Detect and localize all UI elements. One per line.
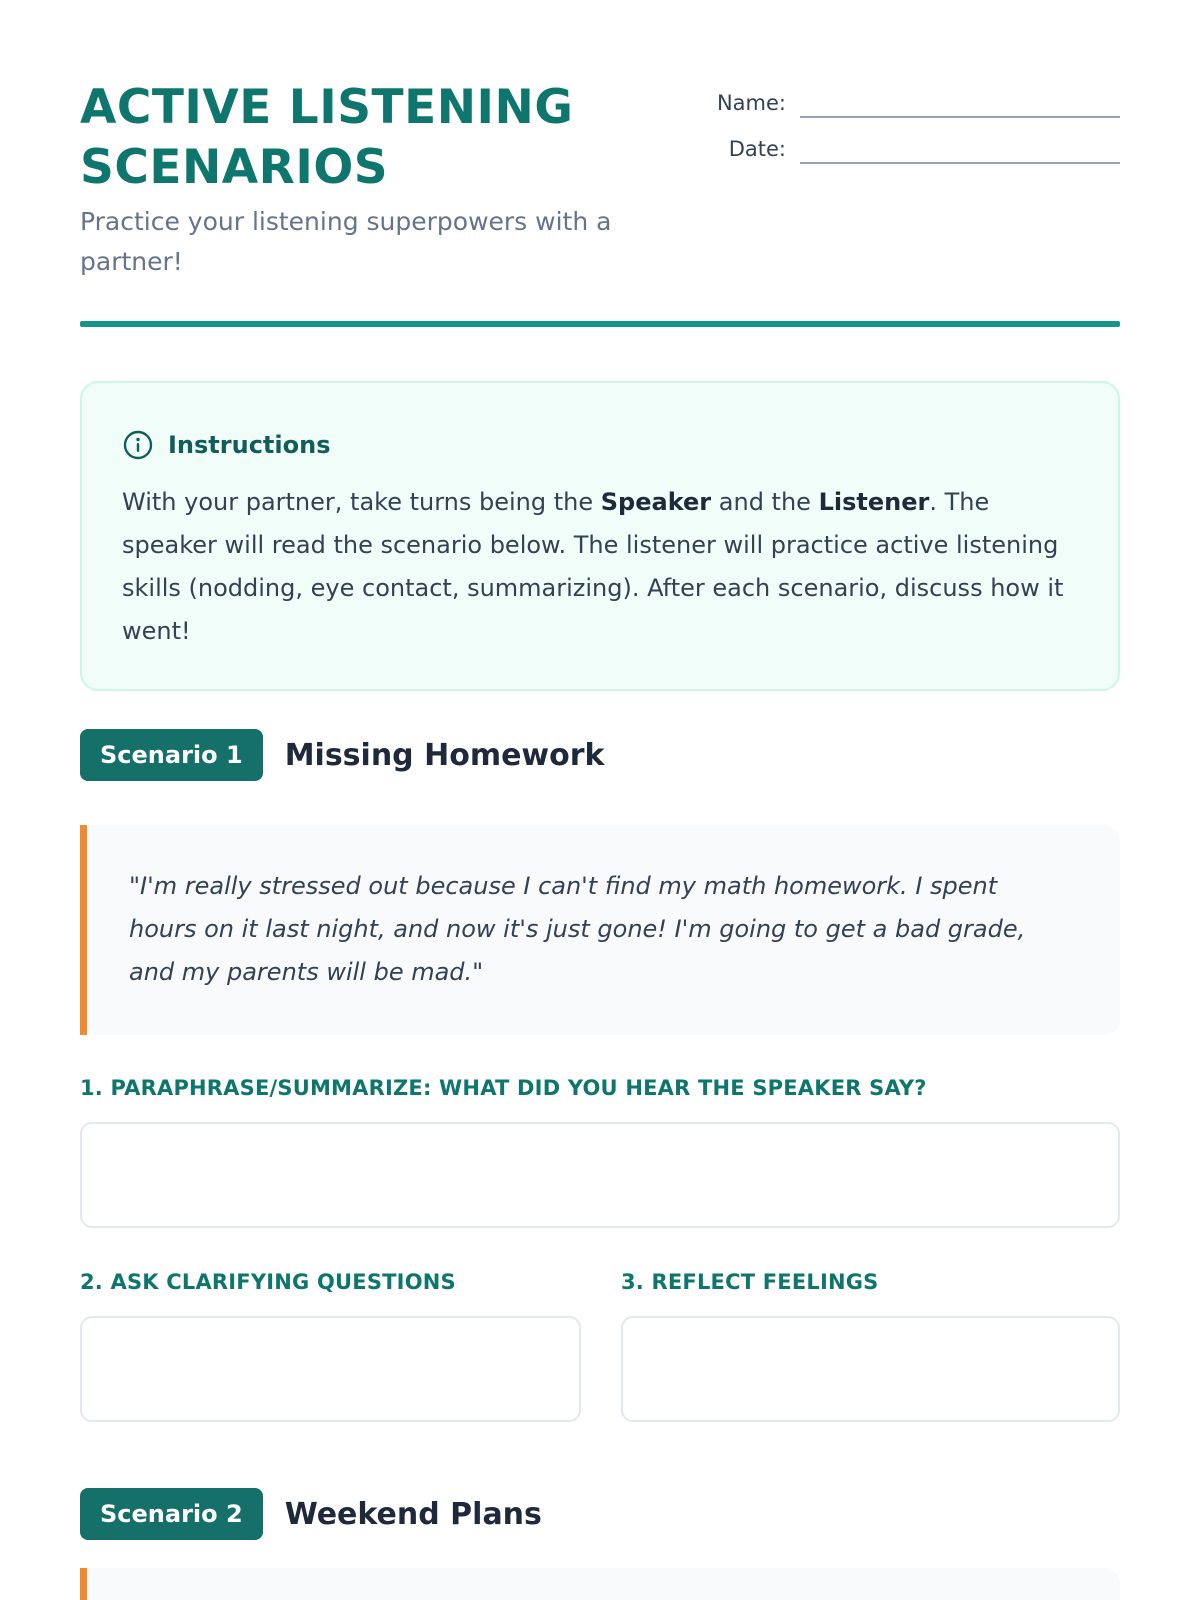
page-subtitle: Practice your listening superpowers with a partner! — [80, 207, 612, 276]
name-label: Name: — [716, 91, 786, 115]
instructions-text-part: and the — [711, 488, 819, 516]
info-circle-icon — [122, 429, 154, 461]
question-1-answer-box[interactable] — [80, 1122, 1120, 1228]
date-label: Date: — [728, 137, 786, 161]
question-3-label: 3. REFLECT FEELINGS — [621, 1270, 879, 1294]
question-2-answer-box[interactable] — [80, 1316, 581, 1422]
instructions-text-part: . The speaker will read the scenario below. The listener will practice active listening skills (nodding, eye contact, summarizing). After each scenario, discuss how it went! — [122, 488, 1064, 645]
name-row — [700, 82, 1120, 118]
question-2-label: 2. ASK CLARIFYING QUESTIONS — [80, 1270, 456, 1294]
scenario-2-quote — [80, 1568, 1120, 1600]
instructions-title: Instructions — [168, 431, 331, 459]
title-line-1: ACTIVE LISTENING — [80, 80, 574, 135]
scenario-2-title: Weekend Plans — [284, 1496, 542, 1532]
scenario-1-header — [80, 729, 605, 781]
speaker-term: Speaker — [600, 488, 712, 516]
instructions-text-part: With your partner, take turns being the — [122, 488, 601, 516]
title-line-2: SCENARIOS — [80, 140, 389, 195]
instructions-text — [122, 481, 1078, 653]
scenario-1-title: Missing Homework — [284, 737, 605, 773]
name-date-fields — [700, 82, 1120, 174]
page-title — [80, 78, 640, 198]
name-field[interactable] — [800, 82, 1120, 118]
scenario-1-badge: Scenario 1 — [80, 729, 263, 781]
date-row — [700, 128, 1120, 164]
question-3-answer-box[interactable] — [621, 1316, 1120, 1422]
listener-term: Listener — [818, 488, 930, 516]
worksheet-header — [80, 0, 1120, 326]
date-field[interactable] — [800, 128, 1120, 164]
instructions-box — [80, 381, 1120, 691]
header-divider — [80, 321, 1120, 327]
scenario-2-header — [80, 1488, 542, 1540]
question-1-label: 1. PARAPHRASE/SUMMARIZE: WHAT DID YOU HEAR THE SPEAKER SAY? — [80, 1076, 927, 1100]
instructions-header — [122, 423, 1078, 467]
scenario-2-badge: Scenario 2 — [80, 1488, 263, 1540]
scenario-1-quote: "I'm really stressed out because I can't find my math homework. I spent hours on it last night, and now it's just gone! I'm going to get a bad grade, and my parents will be mad." — [80, 825, 1120, 1035]
